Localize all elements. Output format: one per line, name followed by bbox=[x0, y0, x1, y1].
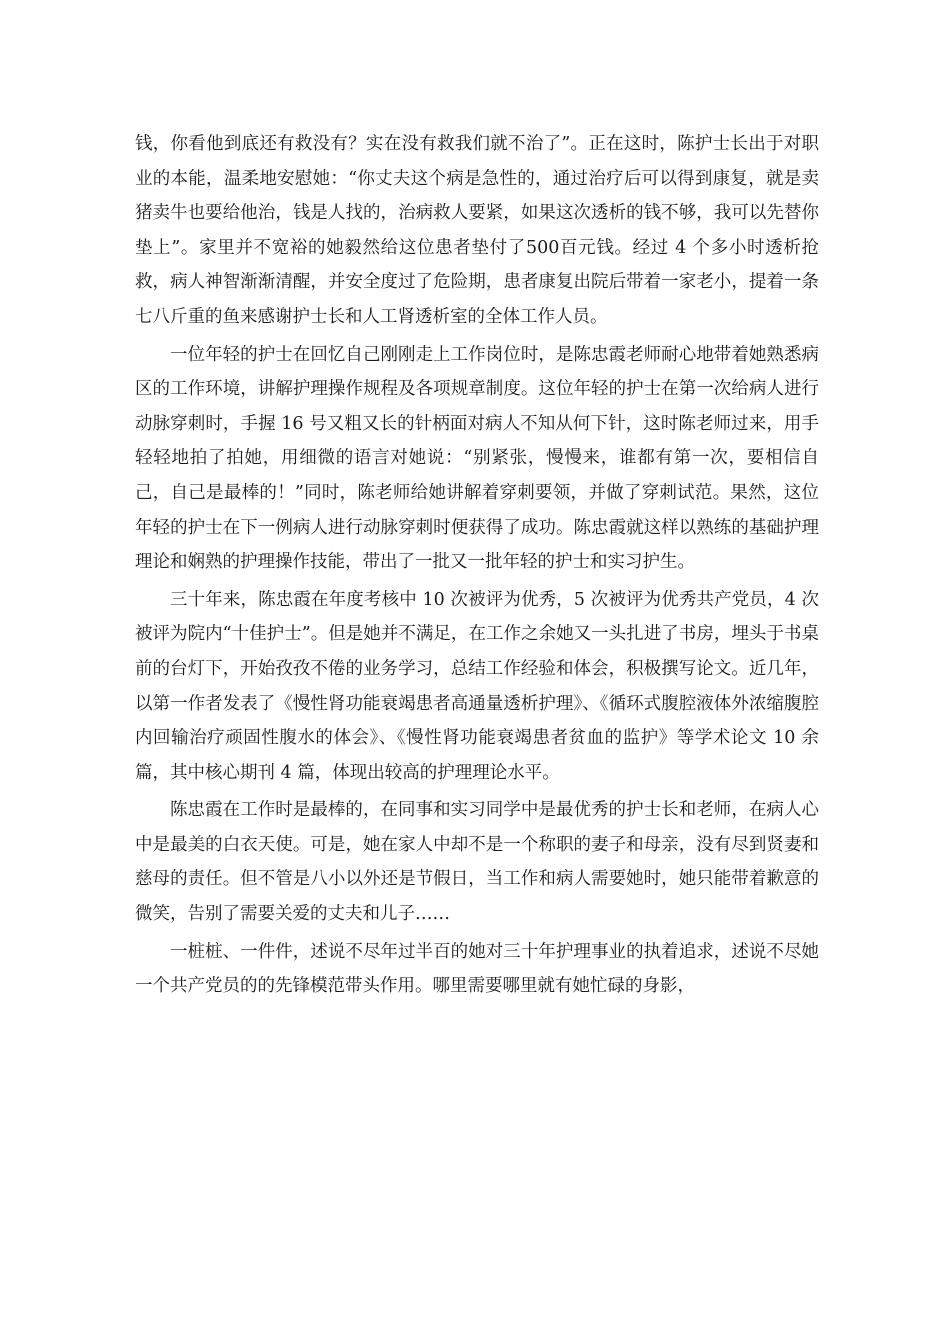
paragraph-closing: 一桩桩、一件件，述说不尽年过半百的她对三十年护理事业的执着追求，述说不尽她一个共产党员的的先锋模范带头作用。哪里需要哪里就有她忙碌的身影， bbox=[135, 941, 819, 997]
paragraph-continuation: 钱，你看他到底还有救没有？实在没有救我们就不治了”。正在这时，陈护士长出于对职业的本能，温柔地安慰她：“你丈夫这个病是急性的，通过治疗后可以得到康复，就是卖猪卖牛也要给他治，钱是人找的，治病救人要紧，如果这次透析的钱不够，我可以先替你垫上”。家里并不宽裕的她毅然给这位患者垫付了500百元钱。经过 4 个多小时透析抢救，病人神智渐渐清醒，并安全度过了危险期，患者康复出院后带着一家老小，提着一条七八斤重的鱼来感谢护士长和人工肾透析室的全体工作人员。 bbox=[135, 134, 819, 327]
article-body bbox=[135, 127, 819, 1007]
paragraph-achievements: 三十年来，陈忠霞在年度考核中 10 次被评为优秀，5 次被评为优秀共产党员，4 次被评为院内“十佳护士”。但是她并不满足，在工作之余她又一头扎进了书房，埋头于书桌前的台灯下，开始孜孜不倦的业务学习，总结工作经验和体会，积极撰写论文。近几年，以第一作者发表了《慢性肾功能衰竭患者高通量透析护理》、《循环式腹腔液体外浓缩腹腔内回输治疗顽固性腹水的体会》、《慢性肾功能衰竭患者贫血的监护》等学术论文 10 余篇，其中核心期刊 4 篇，体现出较高的护理理论水平。 bbox=[135, 589, 819, 783]
paragraph-family: 陈忠霞在工作时是最棒的，在同事和实习同学中是最优秀的护士长和老师，在病人心中是最美的白衣天使。可是，她在家人中却不是一个称职的妻子和母亲，没有尽到贤妻和慈母的责任。但不管是八小以外还是节假日，当工作和病人需要她时，她只能带着歉意的微笑，告别了需要关爱的丈夫和儿子…… bbox=[135, 800, 819, 925]
paragraph-young-nurse: 一位年轻的护士在回忆自己刚刚走上工作岗位时，是陈忠霞老师耐心地带着她熟悉病区的工作环境，讲解护理操作规程及各项规章制度。这位年轻的护士在第一次给病人进行动脉穿刺时，手握 16 号又粗又长的针柄面对病人不知从何下针，这时陈老师过来，用手轻轻地拍了拍她，用细微的语言对她说：“别紧张，慢慢来，谁都有第一次，要相信自己，自己是最棒的！”同时，陈老师给她讲解着穿刺要领，并做了穿刺试范。果然，这位年轻的护士在下一例病人进行动脉穿刺时便获得了成功。陈忠霞就这样以熟练的基础护理理论和娴熟的护理操作技能，带出了一批又一批年轻的护士和实习护生。 bbox=[135, 344, 819, 573]
